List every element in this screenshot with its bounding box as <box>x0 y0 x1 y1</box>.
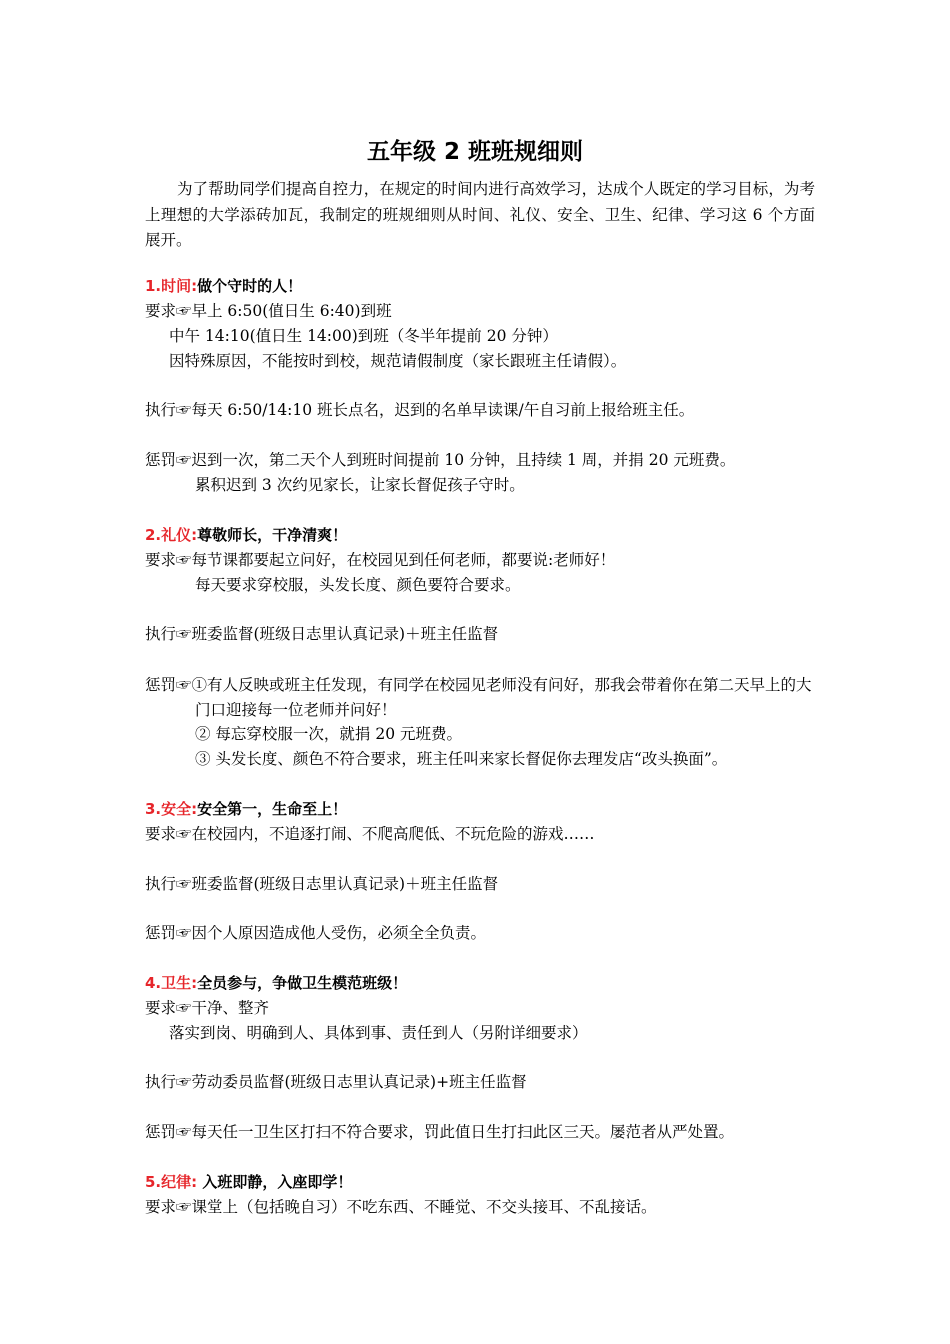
punishment-line: 惩罚☞因个人原因造成他人受伤，必须全全负责。 <box>145 924 487 942</box>
document-title: 五年级 2 班班规细则 <box>366 139 584 165</box>
section-number: 2.礼仪: <box>145 526 198 544</box>
punishment-block <box>145 673 815 723</box>
requirement-line: 因特殊原因，不能按时到校，规范请假制度（家长跟班主任请假）。 <box>169 352 627 370</box>
section-4-heading <box>145 972 407 994</box>
section-motto: 入班即静，入座即学！ <box>197 1173 353 1191</box>
punishment-line: ② 每忘穿校服一次，就捐 20 元班费。 <box>195 725 463 743</box>
requirement-line: 要求☞课堂上（包括晚自习）不吃东西、不睡觉、不交头接耳、不乱接话。 <box>145 1198 657 1216</box>
section-2-heading <box>145 524 347 546</box>
section-3-heading <box>145 798 347 820</box>
punishment-line: 惩罚☞①有人反映或班主任发现，有同学在校园见老师没有问好，那我会带着你在第二天早上的大门口迎接每一位老师并问好！ <box>145 676 812 719</box>
requirement-line: 要求☞在校园内，不追逐打闹、不爬高爬低、不玩危险的游戏…… <box>145 825 595 843</box>
execution-line: 执行☞班委监督(班级日志里认真记录)＋班主任监督 <box>145 875 499 893</box>
requirement-line: 要求☞早上 6:50(值日生 6:40)到班 <box>145 302 392 320</box>
punishment-line: 惩罚☞迟到一次，第二天个人到班时间提前 10 分钟，且持续 1 周，并捐 20 元班费。 <box>145 451 736 469</box>
section-motto: 安全第一，生命至上！ <box>197 800 348 818</box>
execution-line: 执行☞劳动委员监督(班级日志里认真记录)+班主任监督 <box>145 1073 527 1091</box>
requirement-line: 每天要求穿校服，头发长度、颜色要符合要求。 <box>195 576 521 594</box>
section-number: 5.纪律: <box>145 1173 198 1191</box>
section-5-heading <box>145 1171 352 1193</box>
section-motto: 尊敬师长，干净清爽！ <box>197 526 348 544</box>
requirement-line: 要求☞干净、整齐 <box>145 999 270 1017</box>
execution-line: 执行☞班委监督(班级日志里认真记录)＋班主任监督 <box>145 625 499 643</box>
requirement-line: 中午 14:10(值日生 14:00)到班（冬半年提前 20 分钟） <box>169 327 558 345</box>
intro-text: 为了帮助同学们提高自控力，在规定的时间内进行高效学习，达成个人既定的学习目标，为考上理想的大学添砖加瓦，我制定的班规细则从时间、礼仪、安全、卫生、纪律、学习这 6 个方面展开。 <box>145 180 815 249</box>
intro-paragraph <box>145 177 815 254</box>
section-motto: 做个守时的人！ <box>197 277 303 295</box>
section-number: 1.时间: <box>145 277 198 295</box>
requirement-line: 要求☞每节课都要起立问好，在校园见到任何老师，都要说:老师好！ <box>145 551 616 569</box>
requirement-line: 落实到岗、明确到人、具体到事、责任到人（另附详细要求） <box>169 1024 588 1042</box>
punishment-line: 惩罚☞每天任一卫生区打扫不符合要求，罚此值日生打扫此区三天。屡范者从严处置。 <box>145 1123 735 1141</box>
section-number: 3.安全: <box>145 800 198 818</box>
section-motto: 全员参与，争做卫生模范班级！ <box>197 974 408 992</box>
execution-line: 执行☞每天 6:50/14:10 班长点名，迟到的名单早读课/午自习前上报给班主任。 <box>145 401 695 419</box>
section-number: 4.卫生: <box>145 974 198 992</box>
punishment-line: 累积迟到 3 次约见家长，让家长督促孩子守时。 <box>195 476 525 494</box>
section-1-heading <box>145 275 302 297</box>
punishment-line: ③ 头发长度、颜色不符合要求，班主任叫来家长督促你去理发店“改头换面”。 <box>195 750 728 768</box>
